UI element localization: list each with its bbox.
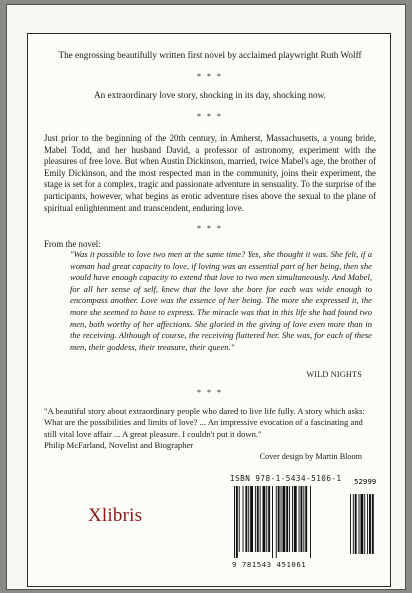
addon-bar [350,494,351,554]
reviewer-name: Philip McFarland, Novelist and Biographer [44,440,194,451]
price-code: 52999 [354,477,377,486]
book-back-cover [27,33,391,587]
barcode-bar [299,486,300,552]
barcode-bar [305,486,307,552]
separator-stars: * * * [197,72,223,81]
page-background [7,5,405,589]
separator-stars: * * * [197,388,223,397]
barcode-bar [263,486,266,552]
barcode-bar [278,486,280,552]
barcode-bar [310,486,311,558]
addon-bar [353,494,354,554]
isbn-text [230,474,342,483]
addon-bar [367,494,368,554]
isbn-number: ISBN 978-1-5434-5106-1 [230,474,342,483]
addon-bar [355,494,357,554]
barcode-bar [266,486,267,552]
barcode-bar [281,486,282,552]
addon-bar [372,494,374,554]
barcode-bar [234,486,235,558]
barcode-bar [245,486,247,552]
synopsis-paragraph: Just prior to the beginning of the 20th century, in Amherst, Massachusetts, a young bride, Mabel Todd, and her husband David, a professor of astronomy, experiment with the pleasures of free love. But when Austin Dickinson, married, twice Mabel's age, the brother of Emily Dickinson, and the most respected man in the community, joins their experiment, the stage is set for a complex, tragic and passionate adventure in sensuality. To the surprise of the participants, however, what begins as erotic adventure rises above the sexual to the plane of spiritual enlightenment and transcendent, enduring love. [44,133,376,213]
separator-stars: * * * [197,112,223,121]
barcode-bar [243,486,244,552]
barcode-bar [292,486,293,552]
isbn-barcode [230,474,386,576]
barcode-bar [294,486,297,552]
barcode-bar [260,486,261,552]
tagline-blurb: The engrossing beautifully written first novel by acclaimed playwright Ruth Wolff [58,50,362,60]
addon-bar [369,494,371,554]
barcode-bar [276,486,277,558]
excerpt-source: WILD NIGHTS [306,370,362,379]
review-quote [44,406,376,452]
cover-design-credit: Cover design by Martin Bloom [259,452,362,461]
barcode-number: 9 781543 451061 [232,560,307,569]
barcode-bar [268,486,270,552]
addon-bar [364,494,365,554]
excerpt-label: From the novel: [44,239,101,249]
barcode-bar [250,486,253,552]
barcode-bar [289,486,290,552]
addon-bar [360,494,363,554]
barcode-bar [286,486,288,552]
addon-bar [359,494,360,554]
barcode-bar [257,486,259,552]
barcode-bar [301,486,303,552]
review-text: "A beautiful story about extraordinary people who dared to live life fully. A story which asks: What are the possibilities and limits of love? ... An impressive evocation of a fascinating and still vital love affair ... A great pleasure. I couldn't put it down." [44,406,365,439]
barcode-bar [236,486,238,558]
barcode-bar [255,486,256,552]
barcode-bar [282,486,285,552]
tagline-second: An extraordinary love story, shocking in its day, shocking now. [94,90,326,100]
publisher-logo: Xlibris [88,505,143,526]
novel-excerpt: "Was it possible to love two men at the same time? Yes, she thought it was. She felt, if a woman had great capacity to love, if loving was an essential part of her being, then she would have enough capacity to extend that love to two men simultaneously. And Mabel, for all her sense of self, knew that the love she bore for each was wide enough to encompass another. Love was the essence of her being. The more she expressed it, the more she seemed to have to express. The miracle was that in this life she had found two men, both worthy of her affections. She gloried in the giving of love even more than in the receiving. Although of course, the receiving flattered her. She was, for each of these men, their goddess, their treasure, their queen." [70,249,372,352]
barcode-bar [239,486,240,552]
barcode-bar [303,486,304,552]
barcode-bar [248,486,249,552]
barcode-bar [272,486,273,558]
separator-stars: * * * [197,224,223,233]
